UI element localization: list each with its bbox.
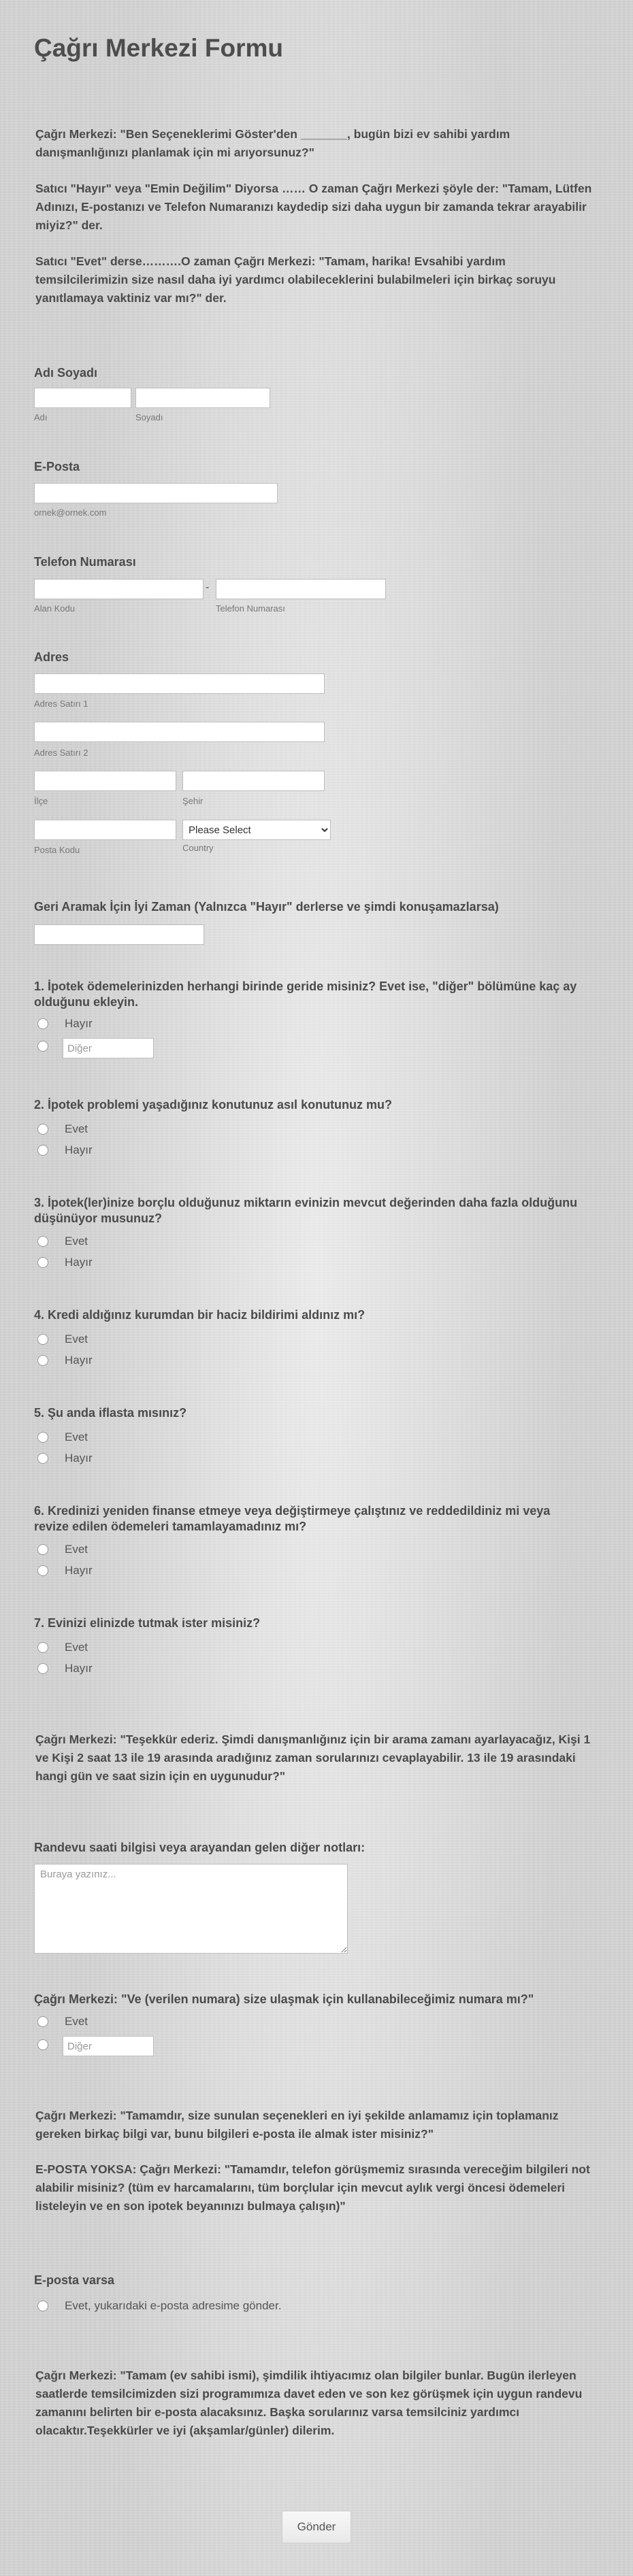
question-6: 6. Kredinizi yeniden finanse etmeye veya değiştirmeye çalıştınız ve reddedildiniz mi veya revize edilen ödemeleri tamamlayamadınız mı? [34,1504,551,1533]
phone-label: Telefon Numarası [34,555,136,569]
notes-textarea[interactable] [34,1864,348,1954]
postal-code-input[interactable] [34,820,176,840]
email-sublabel: ornek@ornek.com [34,507,107,518]
option-label: Hayır [65,1452,93,1465]
question-1: 1. İpotek ödemelerinizden herhangi birinde geride misiniz? Evet ise, "diğer" bölümüne kaç ay olduğunu ekleyin. [34,980,577,1009]
email-info-paragraph: Çağrı Merkezi: "Tamamdır, size sunulan seçenekleri en iyi şekilde anlamamız için toplamanız gereken birkaç bilgi var, bunu bilgileri e-posta ile almak ister misiniz?" [35,2109,559,2141]
q7-option-hayir[interactable] [37,1660,93,1677]
radio-button[interactable] [37,1145,48,1156]
area-code-sublabel: Alan Kodu [34,603,75,614]
question-3: 3. İpotek(ler)inize borçlu olduğunuz miktarın evinizin mevcut değerinden daha fazla olduğunu düşünüyor musunuz? [34,1196,578,1225]
reach-option-evet[interactable] [37,2013,88,2030]
district-input[interactable] [34,771,176,791]
radio-button[interactable] [37,1334,48,1345]
email-send-option[interactable] [37,2298,281,2314]
district-sublabel: İlçe [34,796,48,806]
question-4: 4. Kredi aldığınız kurumdan bir haciz bildirimi aldınız mı? [34,1308,366,1322]
option-label: Hayır [65,1256,93,1269]
reach-other-input[interactable] [63,2036,154,2056]
last-name-sublabel: Soyadı [135,412,163,422]
q2-option-hayir[interactable] [37,1142,93,1158]
last-name-input[interactable] [135,388,270,408]
area-code-input[interactable] [34,579,204,599]
option-label: Hayır [65,1017,93,1030]
option-label: Hayır [65,1564,93,1577]
address-line1-input[interactable] [34,673,325,694]
q2-option-evet[interactable] [37,1121,88,1137]
option-label: Evet [65,1431,88,1443]
name-label: Adı Soyadı [34,366,98,380]
q6-option-evet[interactable] [37,1541,88,1558]
first-name-sublabel: Adı [34,412,48,422]
city-sublabel: Şehir [182,796,204,806]
phone-separator: - [206,582,210,593]
email-send-label: E-posta varsa [34,2273,115,2287]
question-7: 7. Evinizi elinizde tutmak ister misiniz? [34,1616,261,1630]
radio-button[interactable] [37,1124,48,1135]
radio-button[interactable] [37,1018,48,1029]
intro-paragraph: Satıcı "Hayır" veya "Emin Değilim" Diyorsa …… O zaman Çağrı Merkezi şöyle der: "Tamam, Lütfen Adınızı, E-postanızı ve Telefon Numaranızı kaydedip sizi daha uygun bir zamanda tekrar arayabilir miyiz?" der. [35,182,592,232]
country-select[interactable] [182,820,331,840]
email-input[interactable] [34,483,278,503]
closing-paragraph: Çağrı Merkezi: "Tamam (ev sahibi ismi), şimdilik ihtiyacımız olan bilgiler bunlar. Bugün ilerleyen saatlerde temsilcimizden sizi programımıza davet eden ve son kez görüşmek için uygun randevu zamanını belirten bir e-posta alacaksınız. Başka sorularınız varsa temsilciniz yardımcı olacaktır.Teşekkürler ve iyi (akşamlar/günler) dilerim. [35,2369,583,2437]
callback-time-label: Geri Aramak İçin İyi Zaman (Yalnızca "Hayır" derlerse ve şimdi konuşamazlarsa) [34,900,499,914]
option-label: Evet [65,1543,88,1556]
q4-option-evet[interactable] [37,1331,88,1348]
email-label: E-Posta [34,460,80,473]
q3-option-evet[interactable] [37,1233,88,1250]
q1-other-radio[interactable] [37,1041,48,1052]
radio-button[interactable] [37,2301,48,2311]
submit-button[interactable]: Gönder [282,2511,351,2543]
first-name-input[interactable] [34,388,131,408]
radio-button[interactable] [37,1355,48,1366]
option-label: Hayır [65,1662,93,1675]
option-label: Hayır [65,1354,93,1367]
no-email-paragraph: E-POSTA YOKSA: Çağrı Merkezi: "Tamamdır, telefon görüşmemiz sırasında vereceğim bilgileri not alabilir misiniz? (tüm ev harcamalarını, tüm borçlular için mevcut aylık vergi öncesi ödemeleri listeleyin ve en son ipotek beyanınızı bulmaya çalışın)" [35,2162,590,2213]
radio-button[interactable] [37,1432,48,1443]
notes-label: Randevu saati bilgisi veya arayandan gelen diğer notları: [34,1841,366,1854]
reach-number-question: Çağrı Merkezi: "Ve (verilen numara) size ulaşmak için kullanabileceğimiz numara mı?" [34,1992,534,2006]
option-label: Evet [65,2015,88,2028]
city-input[interactable] [182,771,325,791]
address-line2-input[interactable] [34,722,325,742]
radio-button[interactable] [37,1544,48,1555]
q3-option-hayir[interactable] [37,1254,93,1271]
address-line2-sublabel: Adres Satırı 2 [34,748,88,758]
address-label: Adres [34,650,69,664]
radio-button[interactable] [37,1642,48,1653]
question-2: 2. İpotek problemi yaşadığınız konutunuz asıl konutunuz mu? [34,1098,393,1111]
radio-button[interactable] [37,1453,48,1464]
q5-option-hayir[interactable] [37,1450,93,1467]
callback-time-input[interactable] [34,924,204,945]
phone-number-input[interactable] [216,579,386,599]
q7-option-evet[interactable] [37,1639,88,1656]
q4-option-hayir[interactable] [37,1352,93,1369]
question-5: 5. Şu anda iflasta mısınız? [34,1406,187,1420]
radio-button[interactable] [37,1565,48,1576]
postal-code-sublabel: Posta Kodu [34,845,80,855]
reach-other-radio[interactable] [37,2039,48,2050]
radio-button[interactable] [37,1257,48,1268]
q1-other-input[interactable] [63,1038,154,1058]
intro-paragraph: Satıcı "Evet" derse……….O zaman Çağrı Merkezi: "Tamam, harika! Evsahibi yardım temsilcilerimizin size nasıl daha iyi yardımcı olabileceklerini bulabilmeleri için birkaç soruyu yanıtlamaya vaktiniz var mı?" der. [35,254,556,305]
option-label: Evet [65,1235,88,1248]
q5-option-evet[interactable] [37,1429,88,1445]
radio-button[interactable] [37,2016,48,2027]
address-line1-sublabel: Adres Satırı 1 [34,699,88,709]
option-label: Evet [65,1333,88,1345]
form-title: Çağrı Merkezi Formu [34,34,283,62]
phone-number-sublabel: Telefon Numarası [216,603,285,614]
q6-option-hayir[interactable] [37,1562,93,1579]
radio-button[interactable] [37,1663,48,1674]
option-label: Evet [65,1641,88,1654]
radio-button[interactable] [37,1236,48,1247]
q1-option-hayir[interactable] [37,1016,93,1032]
option-label: Evet, yukarıdaki e-posta adresime gönder. [65,2299,282,2312]
option-label: Evet [65,1122,88,1135]
intro-paragraph: Çağrı Merkezi: "Ben Seçeneklerimi Göster'den _______, bugün bizi ev sahibi yardım danışmanlığınızı planlamak için mi arıyorsunuz?" [35,127,510,159]
thanks-paragraph: Çağrı Merkezi: "Teşekkür ederiz. Şimdi danışmanlığınız için bir arama zamanı ayarlayacağız, Kişi 1 ve Kişi 2 saat 13 ile 19 arasında aradığınız zaman sorularınızı cevaplayabilir. 13 ile 19 arasındaki hangi gün ve saat sizin için en uygunudur?" [35,1733,591,1783]
option-label: Hayır [65,1143,93,1156]
country-sublabel: Country [182,843,214,853]
